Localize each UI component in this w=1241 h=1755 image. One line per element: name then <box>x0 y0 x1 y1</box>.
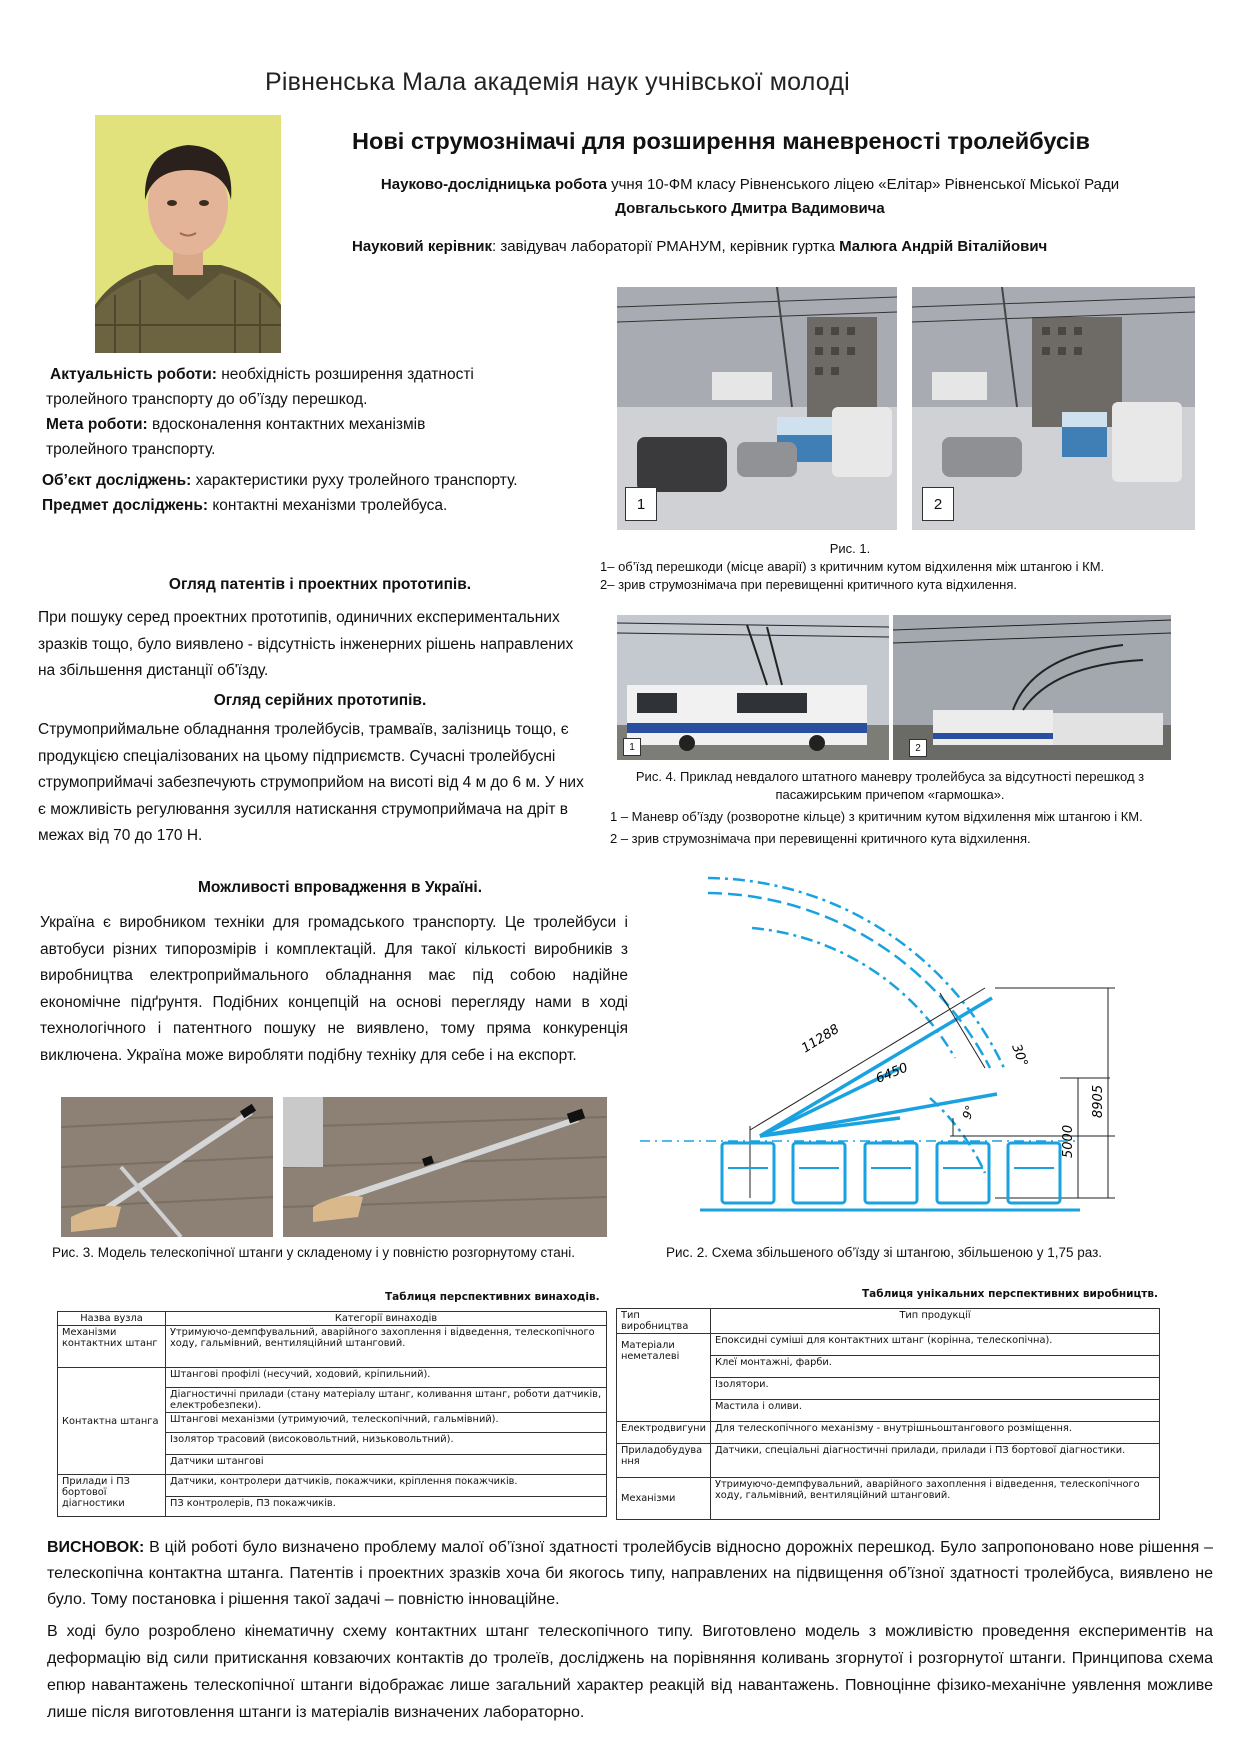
fig1-photo-1 <box>617 287 897 530</box>
table-row <box>58 1475 607 1497</box>
table-cell: Утримуючо-демпфувальний, аварійного захоплення і відведення, телескопічного ходу, гальмівний, вентиляційний штанговий. <box>166 1326 607 1368</box>
object-label: Об’єкт досліджень: <box>42 472 192 489</box>
fig2-diagram <box>640 868 1160 1223</box>
fig2-svg <box>640 868 1160 1223</box>
table-row <box>58 1368 607 1388</box>
intro-block <box>42 362 590 518</box>
inventions-table <box>57 1311 607 1517</box>
page-title: Нові струмознімачі для розширення маневреності тролейбусів <box>352 128 1090 154</box>
relevance-text-2: тролейного транспорту до об’їзду перешкод. <box>46 391 368 408</box>
work-text: учня 10-ФМ класу Рівненського ліцею «Елітар» Рівненської Міської Ради <box>606 176 1120 193</box>
fig4-caption-line-3: 1 – Маневр об’їзду (розворотне кільце) з критичним кутом відхилення між штангою і КМ. <box>610 809 1143 824</box>
fig1-caption-line-2: 2– зрив струмознімача при перевищенні критичного кута відхилення. <box>600 577 1017 592</box>
table2-col-products: Тип продукції <box>711 1309 1160 1334</box>
fig4-label-1: 1 <box>623 738 641 756</box>
table-row <box>617 1334 1160 1356</box>
supervisor-name: Малюга Андрій Віталійович <box>839 238 1048 255</box>
table-cell: Датчики, контролери датчиків, покажчики, кріплення покажчиків. <box>166 1475 607 1497</box>
fig4-label-2: 2 <box>909 739 927 757</box>
relevance-text: необхідність розширення здатності <box>216 366 474 383</box>
table-cell: Ізолятори. <box>711 1378 1160 1400</box>
table2-col-type: Тип виробництва <box>617 1309 711 1334</box>
table-cell: Датчики, спеціальні діагностичні прилади, прилади і ПЗ бортової діагностики. <box>711 1444 1160 1478</box>
table-cell: Матеріали неметалеві <box>617 1334 711 1422</box>
height-5000: 5000 <box>1061 1124 1076 1158</box>
table-cell: Для телескопічного механізму - внутрішньоштангового розміщення. <box>711 1422 1160 1444</box>
conclusion-block <box>47 1535 1213 1613</box>
table-cell: Прилади і ПЗ бортової діагностики <box>58 1475 166 1517</box>
fig1-label-1: 1 <box>625 487 657 521</box>
patents-text: При пошуку серед проектних прототипів, одиничних експериментальних зразків тощо, було виявлено - відсутність інженерних рішень направлених на збільшення дистанції об'їзду. <box>38 609 574 679</box>
table-row <box>617 1444 1160 1478</box>
fig1-caption-line-1: 1– об’їзд перешкоди (місце аварії) з критичним кутом відхилення між штангою і КМ. <box>600 559 1105 574</box>
conclusion-text-2: В ході було розроблено кінематичну схему контактних штанг телескопічного типу. Виготовлено модель з можливістю проведення експериментів на деформацію від сили притискання ковзаючих контактів до тролеїв, досліджень на порівняння коливань згорнутої і розгорнутої штанги. Принципова схема епюр навантажень телескопічної штанги відображає лише загальний характер реакцій від навантажень. Повноцінне фізико-механічне уявлення можливе лише після виготовлення штанги із матеріалів визначених лабораторно. <box>47 1623 1213 1721</box>
table-cell: Приладобудування <box>617 1444 711 1478</box>
table-cell: Датчики штангові <box>166 1455 607 1475</box>
organization-name: Рівненська Мала академія наук учнівської молоді <box>265 68 850 96</box>
fig1-label-2: 2 <box>922 487 954 521</box>
table-cell: Ізолятор трасовий (високовольтний, низьковольтний). <box>166 1433 607 1455</box>
fig4-photo-1 <box>617 615 889 760</box>
goal-text-2: тролейного транспорту. <box>46 441 216 458</box>
table-cell: Діагностичні прилади (стану матеріалу штанг, коливання штанг, роботи датчиків, електробезпеки). <box>166 1388 607 1413</box>
table2-title: Таблиця унікальних перспективних виробництв. <box>862 1288 1159 1300</box>
supervisor-text: : завідувач лабораторії РМАНУМ, керівник гуртка <box>492 238 840 255</box>
fig4-photo-2 <box>893 615 1171 760</box>
supervisor-info <box>352 238 1047 255</box>
goal-label: Мета роботи: <box>46 416 148 433</box>
fig3-photo-2 <box>283 1097 607 1237</box>
table-cell: Механізми контактних штанг <box>58 1326 166 1368</box>
conclusion-label: ВИСНОВОК: <box>47 1539 145 1556</box>
conclusion-text-1: В цій роботі було визначено проблему малої об’їзної здатності тролейбусів відносно дорожніх перешкод. Було запропоновано нове рішення – телескопічна контактна штанга. Патентів і проектних зразків хоча би якогось типу, направлених на підвищення об’їзної здатності тролейбуса, виявлено не було. Тому постановка і рішення такої задачі – повністю інноваційне. <box>47 1539 1213 1608</box>
patents-heading: Огляд патентів і проектних прототипів. <box>168 576 472 593</box>
fig4-caption-line-4: 2 – зрив струмознімача при перевищенні критичного кута відхилення. <box>610 831 1031 846</box>
table1-col-node: Назва вузла <box>58 1312 166 1326</box>
height-8905: 8905 <box>1091 1084 1106 1118</box>
supervisor-label: Науковий керівник <box>352 238 493 255</box>
table-cell: Механізми <box>617 1478 711 1520</box>
table-cell: Клеї монтажні, фарби. <box>711 1356 1160 1378</box>
productions-table <box>616 1308 1160 1520</box>
table-row <box>58 1326 607 1368</box>
work-info <box>325 173 1175 221</box>
table-cell: Штангові механізми (утримуючий, телескопічний, гальмівний). <box>166 1413 607 1433</box>
fig3-photo-1 <box>61 1097 273 1237</box>
table1-title: Таблиця перспективних винаходів. <box>385 1291 600 1303</box>
fig2-caption: Рис. 2. Схема збільшеного об’їзду зі штангою, збільшеною у 1,75 раз. <box>666 1245 1103 1260</box>
table-cell: Мастила і оливи. <box>711 1400 1160 1422</box>
fig4-caption-line-1: Рис. 4. Приклад невдалого штатного маневру тролейбуса за відсутності перешкод з <box>635 769 1145 784</box>
table-cell: Контактна штанга <box>58 1368 166 1475</box>
object-text: характеристики руху тролейного транспорту. <box>191 472 518 489</box>
dim-11288: 11288 <box>799 1021 843 1057</box>
fig3-caption: Рис. 3. Модель телескопічної штанги у складеному і у повністю розгорнутому стані. <box>52 1245 576 1260</box>
fig1-photo-2 <box>912 287 1195 530</box>
table1-col-categories: Категорії винаходів <box>166 1312 607 1326</box>
table-cell: Епоксидні суміші для контактних штанг (корінна, телескопічна). <box>711 1334 1160 1356</box>
serial-heading: Огляд серійних прототипів. <box>213 692 427 709</box>
author-photo <box>95 115 281 353</box>
subject-label: Предмет досліджень: <box>42 497 209 514</box>
work-label: Науково-дослідницька робота <box>380 176 607 193</box>
fig4-caption <box>610 768 1230 848</box>
dim-6450: 6450 <box>873 1060 911 1087</box>
table-cell: Утримуючо-демпфувальний, аварійного захоплення і відведення, телескопічного ходу, гальмівний, вентиляційний штанговий. <box>711 1478 1160 1520</box>
table-cell: ПЗ контролерів, ПЗ покажчиків. <box>166 1497 607 1517</box>
table-row <box>617 1422 1160 1444</box>
angle-30: 30° <box>1008 1042 1031 1070</box>
ukraine-heading: Можливості впровадження в Україні. <box>197 879 483 896</box>
serial-text: Струмоприймальне обладнання тролейбусів, трамваїв, залізниць тощо, є продукцією спеціалізованих на цьому підприємств. Сучасні тролейбусні струмоприймачі забезпечують струмоприйом на висоті від 4 м до 6 м. У них є можливість регулювання зусилля натискання струмоприймача на дріт в межах від 70 до 170 Н. <box>38 721 584 844</box>
ukraine-text: Україна є виробником техніки для громадського транспорту. Це тролейбуси і автобуси різних типорозмірів і комплектацій. Для такої кількості виробників з виробництва електроприймального обладнання має під собою надійне економічне підґрунтя. Подібних концепцій на основі перегляду нами в ході технологічного і патентного пошуку не виявлено, тому пряма конкуренція виключена. Україна може виробляти подібну техніку для себе і на експорт. <box>40 914 628 1064</box>
table-cell: Електродвигуни <box>617 1422 711 1444</box>
relevance-label: Актуальність роботи: <box>50 366 217 383</box>
table-row <box>617 1478 1160 1520</box>
fig1-caption <box>600 540 1220 594</box>
fig1-caption-title: Рис. 1. <box>829 541 871 556</box>
subject-text: контактні механізми тролейбуса. <box>208 497 448 514</box>
fig4-caption-line-2: пасажирським причепом «гармошка». <box>775 787 1005 802</box>
angle-9: 9° <box>959 1103 978 1122</box>
author-name: Довгальського Дмитра Вадимовича <box>615 200 885 217</box>
table-cell: Штангові профілі (несучий, ходовий, кріпильний). <box>166 1368 607 1388</box>
goal-text: вдосконалення контактних механізмів <box>147 416 426 433</box>
